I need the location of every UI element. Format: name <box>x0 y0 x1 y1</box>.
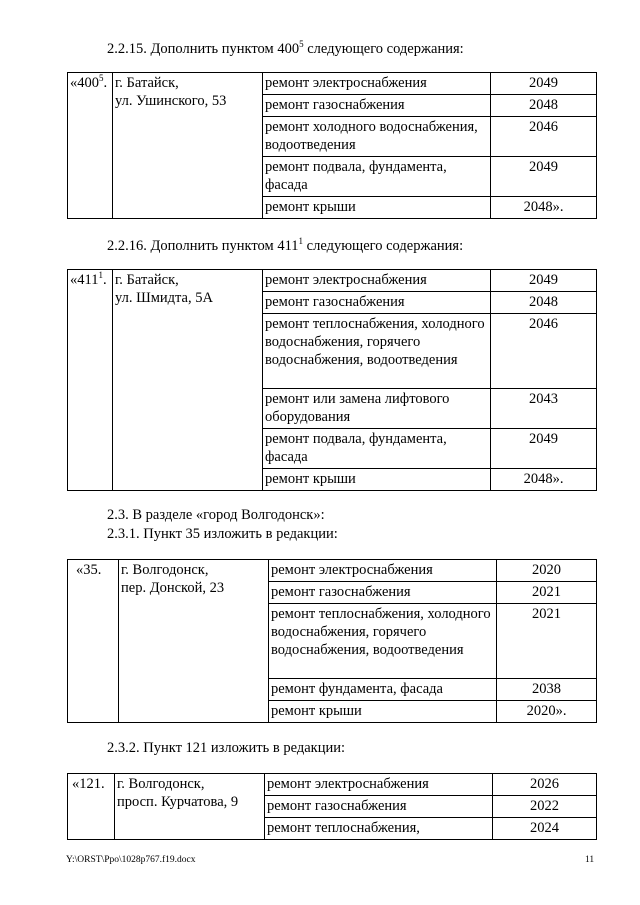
year-cell: 2043 <box>491 389 597 429</box>
year-cell: 2020 <box>497 560 597 582</box>
work-cell: ремонт теплоснабжения, холодного водоснабжения, горячего водоснабжения, водоотведения <box>269 604 497 679</box>
item-address: г. Волгодонск, просп. Курчатова, 9 <box>115 774 265 840</box>
year-cell: 2022 <box>493 796 597 818</box>
year-cell: 2020». <box>497 701 597 723</box>
work-cell: ремонт электроснабжения <box>269 560 497 582</box>
work-cell: ремонт электроснабжения <box>263 270 491 292</box>
work-cell: ремонт теплоснабжения, холодного водоснабжения, горячего водоснабжения, водоотведения <box>263 314 491 389</box>
year-cell: 2049 <box>491 270 597 292</box>
table-item-400-5 <box>67 72 597 219</box>
item-address: г. Волгодонск, пер. Донской, 23 <box>119 560 269 723</box>
year-cell: 2048». <box>491 197 597 219</box>
section-title-2-3: 2.3. В разделе «город Волгодонск»: <box>107 507 325 523</box>
work-cell: ремонт газоснабжения <box>263 95 491 117</box>
year-cell: 2049 <box>491 429 597 469</box>
work-cell: ремонт холодного водоснабжения, водоотведения <box>263 117 491 157</box>
year-cell: 2048 <box>491 292 597 314</box>
table-item-35 <box>67 559 597 723</box>
work-cell: ремонт газоснабжения <box>269 582 497 604</box>
year-cell: 2021 <box>497 604 597 679</box>
item-address: г. Батайск, ул. Ушинского, 53 <box>113 73 263 219</box>
item-number: «$411^1$. <box>68 270 113 491</box>
work-cell: ремонт электроснабжения <box>265 774 493 796</box>
year-cell: 2021 <box>497 582 597 604</box>
page-number: 11 <box>585 855 595 865</box>
work-cell: ремонт теплоснабжения, <box>265 818 493 840</box>
table-item-121 <box>67 773 597 840</box>
year-cell: 2024 <box>493 818 597 840</box>
year-cell: 2038 <box>497 679 597 701</box>
year-cell: 2048 <box>491 95 597 117</box>
heading-2-3-2: 2.3.2. Пункт 121 изложить в редакции: <box>107 740 346 756</box>
year-cell: 2049 <box>491 157 597 197</box>
year-cell: 2046 <box>491 117 597 157</box>
work-cell: ремонт крыши <box>263 197 491 219</box>
work-cell: ремонт крыши <box>269 701 497 723</box>
work-cell: ремонт газоснабжения <box>263 292 491 314</box>
table-item-411-1 <box>67 269 597 491</box>
year-cell: 2046 <box>491 314 597 389</box>
year-cell: 2026 <box>493 774 597 796</box>
work-cell: ремонт подвала, фундамента, фасада <box>263 157 491 197</box>
work-cell: ремонт или замена лифтового оборудования <box>263 389 491 429</box>
year-cell: 2048». <box>491 469 597 491</box>
footer-file-path: Y:\ORST\Ppo\1028p767.f19.docx <box>66 855 196 865</box>
item-number: «35. <box>68 560 119 723</box>
heading-2-2-15: 2.2.15. Дополнить пунктом $400^5$ следующего содержания: <box>107 39 464 57</box>
year-cell: 2049 <box>491 73 597 95</box>
work-cell: ремонт электроснабжения <box>263 73 491 95</box>
item-address: г. Батайск, ул. Шмидта, 5А <box>113 270 263 491</box>
work-cell: ремонт фундамента, фасада <box>269 679 497 701</box>
work-cell: ремонт подвала, фундамента, фасада <box>263 429 491 469</box>
heading-2-2-16: 2.2.16. Дополнить пунктом $411^1$ следующего содержания: <box>107 236 464 254</box>
item-number: «$400^5$. <box>68 73 113 219</box>
work-cell: ремонт газоснабжения <box>265 796 493 818</box>
item-number: «121. <box>68 774 115 840</box>
work-cell: ремонт крыши <box>263 469 491 491</box>
heading-2-3-1: 2.3.1. Пункт 35 изложить в редакции: <box>107 526 338 542</box>
